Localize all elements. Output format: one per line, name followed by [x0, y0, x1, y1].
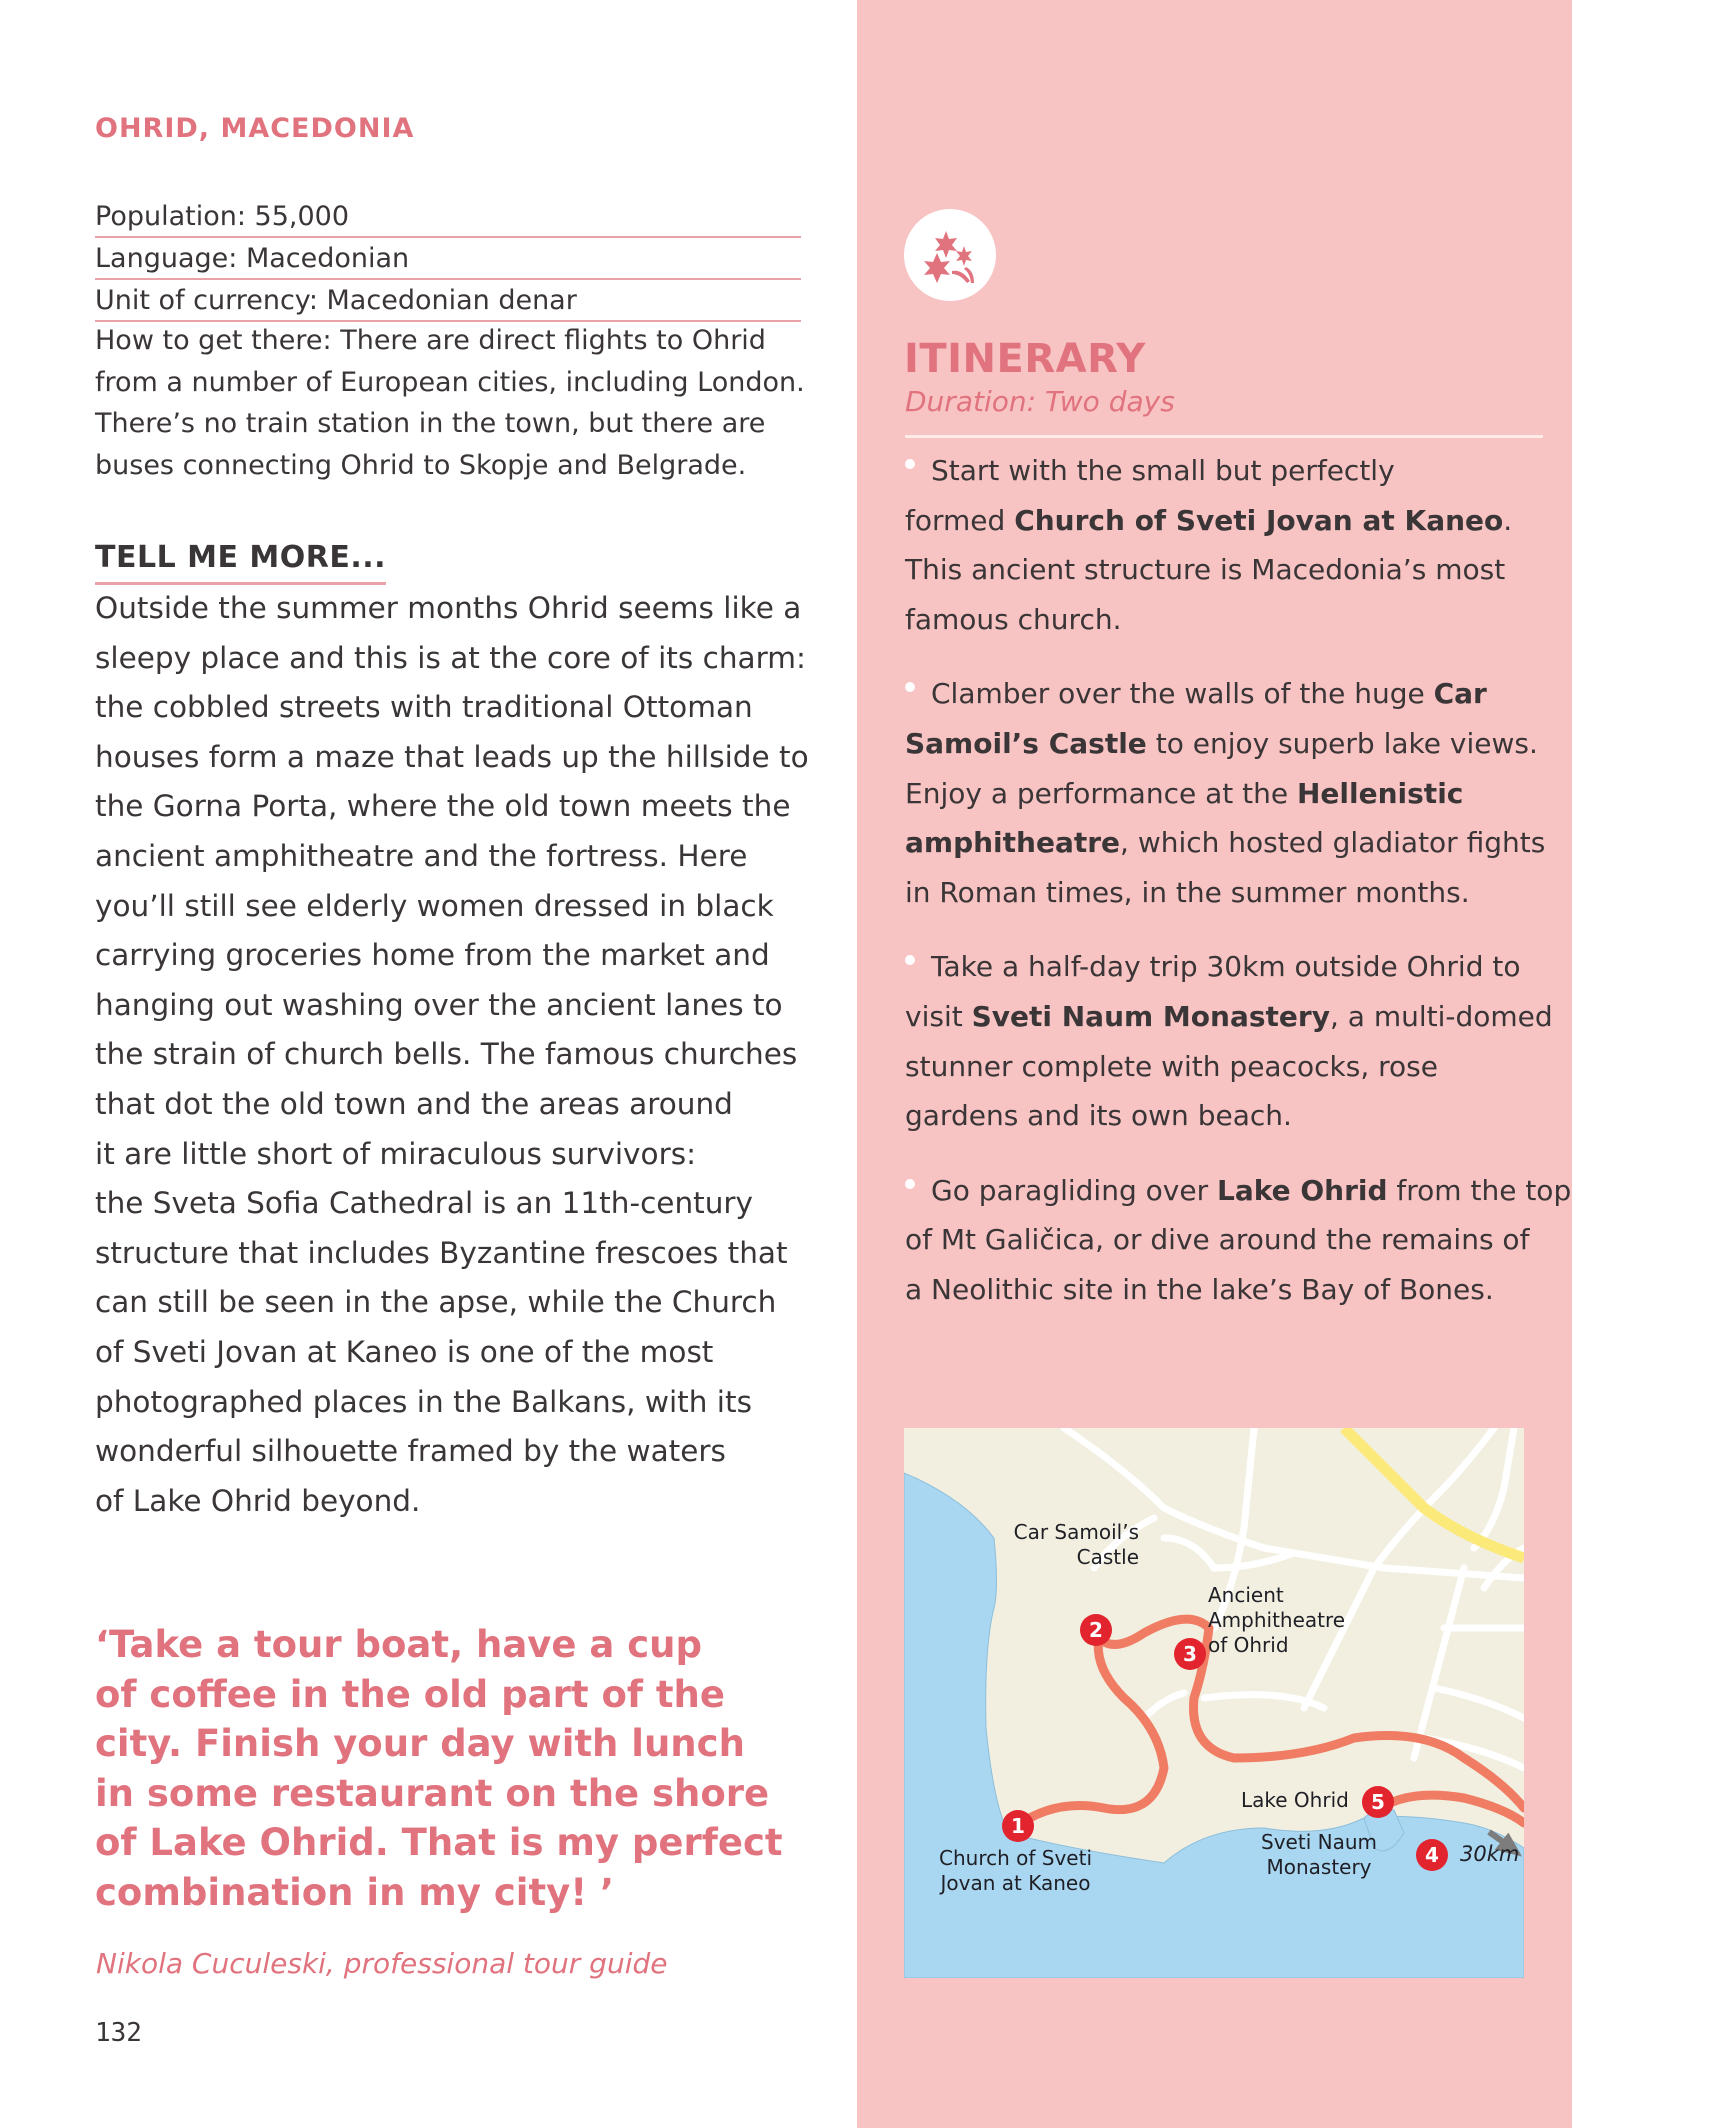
fireworks-stars-icon	[904, 209, 996, 301]
item-text: stunner complete with peacocks, rose	[905, 1049, 1438, 1083]
quote-line: ‘Take a tour boat, have a cup	[95, 1623, 703, 1666]
fact-value: There are direct flights to Ohrid	[340, 325, 766, 356]
body-line: houses form a maze that leads up the hillside to	[95, 739, 809, 774]
label-line: Car Samoil’s	[1013, 1520, 1139, 1544]
bullet-icon	[905, 682, 915, 692]
item-highlight: Lake Ohrid	[1216, 1173, 1388, 1207]
item-text: Clamber over the walls of the huge	[931, 677, 1434, 711]
body-line: the Sveta Sofia Cathedral is an 11th-century	[95, 1186, 754, 1221]
fact-value: Macedonian denar	[326, 285, 577, 316]
map-label-distance: 30km	[1460, 1842, 1520, 1866]
body-line: hanging out washing over the ancient lanes to	[95, 987, 783, 1022]
body-line: the strain of church bells. The famous churches	[95, 1037, 798, 1072]
label-line: Castle	[1076, 1545, 1139, 1569]
label-line: Amphitheatre	[1208, 1608, 1346, 1632]
item-text: Start with the small but perfectly	[931, 454, 1395, 487]
fact-population	[95, 196, 801, 238]
label-line: Jovan at Kaneo	[940, 1871, 1091, 1895]
body-line: you’ll still see elderly women dressed in black	[95, 888, 774, 923]
item-text: , a multi-domed	[1329, 999, 1553, 1033]
map-label-monastery	[1254, 1830, 1384, 1880]
map-marker-1[interactable]: 1	[1002, 1810, 1034, 1842]
item-text: Enjoy a performance at the	[905, 776, 1297, 810]
itinerary-item	[905, 1166, 1572, 1315]
quote-attribution: Nikola Cuculeski, professional tour guide	[96, 1947, 668, 1980]
map-marker-3[interactable]: 3	[1174, 1638, 1206, 1670]
body-line: Outside the summer months Ohrid seems like a	[95, 591, 802, 625]
item-text: of Mt Galičica, or dive around the remains of	[905, 1223, 1530, 1257]
item-text: formed	[905, 503, 1015, 537]
body-line: it are little short of miraculous survivors:	[95, 1136, 697, 1171]
item-highlight: Samoil’s Castle	[905, 726, 1147, 760]
fact-label: Unit of currency:	[95, 285, 318, 316]
fact-language	[95, 238, 801, 280]
map-marker-5[interactable]: 5	[1362, 1786, 1394, 1818]
fact-how-to-get-there	[95, 320, 805, 486]
item-highlight: Church of Sveti Jovan at Kaneo	[1014, 503, 1504, 537]
bullet-icon	[905, 955, 915, 965]
item-highlight: Sveti Naum Monastery	[971, 999, 1330, 1033]
fact-label: Language:	[95, 243, 238, 274]
label-line: Monastery	[1266, 1855, 1372, 1879]
route-map	[904, 1428, 1524, 1978]
body-line: the cobbled streets with traditional Ottoman	[95, 690, 753, 725]
body-line: of Sveti Jovan at Kaneo is one of the most	[95, 1334, 714, 1369]
item-text: to enjoy superb lake views.	[1146, 726, 1538, 760]
item-highlight: Hellenistic	[1297, 776, 1464, 810]
map-label-castle	[984, 1520, 1139, 1570]
quote-line: city. Finish your day with lunch	[95, 1722, 745, 1765]
facts-box	[95, 196, 805, 486]
bullet-icon	[905, 459, 915, 469]
bullet-icon	[905, 1179, 915, 1189]
fact-value: buses connecting Ohrid to Skopje and Belgrade.	[95, 449, 747, 481]
quote-line: combination in my city! ’	[95, 1870, 615, 1914]
tell-me-more-heading: TELL ME MORE...	[95, 538, 386, 585]
map-label-lake: Lake Ohrid	[1241, 1788, 1349, 1812]
body-line: of Lake Ohrid beyond.	[95, 1483, 421, 1518]
body-line: ancient amphitheatre and the fortress. Here	[95, 838, 748, 873]
fact-value: from a number of European cities, including London.	[95, 366, 805, 398]
fact-label: Population:	[95, 201, 246, 232]
tell-me-more-body	[95, 584, 815, 1526]
item-text: in Roman times, in the summer months.	[905, 875, 1470, 909]
item-text: Take a half-day trip 30km outside Ohrid to	[931, 950, 1521, 984]
label-line: Ancient	[1208, 1583, 1284, 1607]
body-line: structure that includes Byzantine frescoes that	[95, 1235, 788, 1270]
map-label-church	[938, 1846, 1093, 1896]
body-line: that dot the old town and the areas around	[95, 1086, 733, 1121]
pull-quote	[95, 1620, 815, 1917]
item-highlight: Car	[1433, 677, 1487, 711]
map-marker-4[interactable]: 4	[1416, 1839, 1448, 1871]
body-line: the Gorna Porta, where the old town meets the	[95, 789, 791, 824]
item-text: .	[1503, 503, 1513, 537]
quote-line: of coffee in the old part of the	[95, 1672, 725, 1716]
item-text: famous church.	[905, 602, 1122, 636]
item-text: from the top	[1387, 1173, 1572, 1207]
map-label-amphitheatre	[1208, 1583, 1345, 1658]
item-text: Go paragliding over	[931, 1173, 1217, 1207]
itinerary-list	[905, 446, 1572, 1340]
fact-value: There’s no train station in the town, but there are	[95, 408, 766, 439]
map-marker-2[interactable]: 2	[1080, 1614, 1112, 1646]
page-number: 132	[95, 2018, 142, 2048]
label-line: Church of Sveti	[939, 1846, 1092, 1870]
itinerary-item	[905, 942, 1555, 1140]
body-line: carrying groceries home from the market and	[95, 938, 770, 973]
body-line: photographed places in the Balkans, with its	[95, 1384, 752, 1419]
itinerary-item	[905, 669, 1555, 917]
fact-value: 55,000	[254, 201, 350, 232]
fact-label: How to get there:	[95, 325, 332, 356]
body-line: sleepy place and this is at the core of its charm:	[95, 640, 806, 675]
quote-line: in some restaurant on the shore	[95, 1771, 770, 1815]
body-line: wonderful silhouette framed by the waters	[95, 1434, 726, 1469]
label-line: of Ohrid	[1208, 1633, 1289, 1657]
item-text: visit	[905, 999, 972, 1033]
item-text: gardens and its own beach.	[905, 1099, 1292, 1133]
quote-line: of Lake Ohrid. That is my perfect	[95, 1821, 783, 1864]
fact-currency	[95, 280, 801, 322]
itinerary-duration: Duration: Two days	[905, 385, 1175, 418]
item-highlight: amphitheatre	[905, 826, 1121, 860]
body-line: can still be seen in the apse, while the Church	[95, 1285, 777, 1320]
itinerary-divider	[905, 435, 1543, 438]
item-text: This ancient structure is Macedonia’s most	[905, 553, 1506, 587]
itinerary-item	[905, 446, 1555, 644]
label-line: Sveti Naum	[1261, 1830, 1377, 1854]
item-text: , which hosted gladiator fights	[1120, 826, 1546, 860]
item-text: a Neolithic site in the lake’s Bay of Bones.	[905, 1272, 1494, 1306]
fact-value: Macedonian	[245, 243, 410, 274]
itinerary-heading: ITINERARY	[904, 336, 1146, 382]
region-title: OHRID, MACEDONIA	[95, 113, 415, 144]
